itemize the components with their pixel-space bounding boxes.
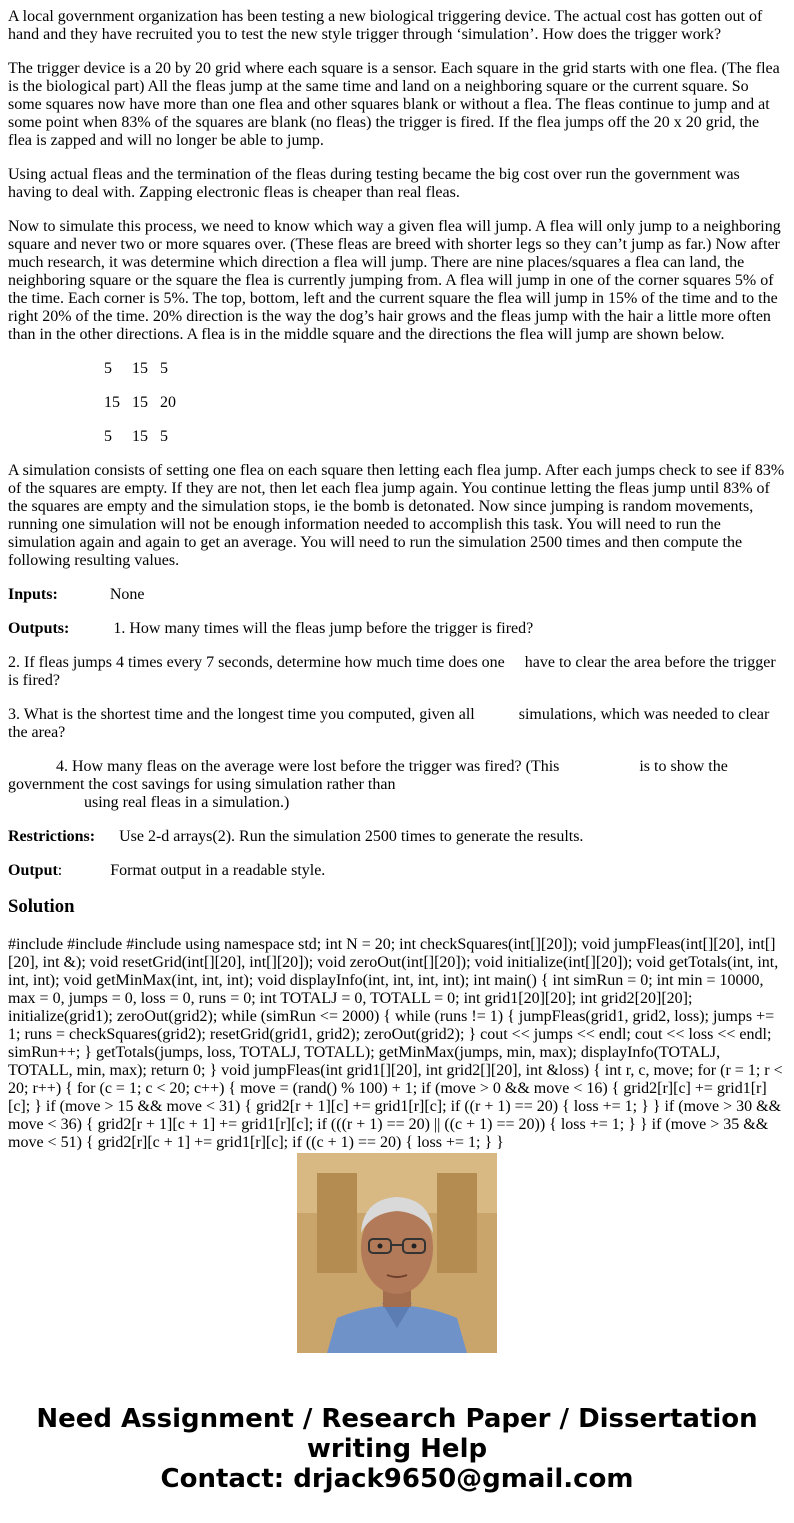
- intro-paragraph-1: A local government organization has been testing a new biological triggering device. The actual cost has gotten out of hand and they have recruited you to test the new style trigger through ‘simulation’. How does the trigger work?: [8, 8, 763, 43]
- footer-line-1: Need Assignment / Research Paper / Dissertation: [36, 1404, 758, 1434]
- intro-paragraph-2: The trigger device is a 20 by 20 grid where each square is a sensor. Each square in the grid starts with one flea. (The flea is the biological part) All the fleas jump at the same time and land on a neighboring square or the current square. So some squares now have more than one flea and other squares blank or without a flea. The fleas continue to jump and at some point when 83% of the squares are blank (no fleas) the trigger is fired. If the flea jumps off the 20 x 20 grid, the flea is zapped and will no longer be able to jump.: [8, 60, 780, 149]
- outputs-label: Outputs:: [8, 620, 70, 637]
- output-question-2: 2. If fleas jumps 4 times every 7 seconds, determine how much time does one have to clear the area before the trigger is fired?: [8, 654, 776, 689]
- output-question-3: 3. What is the shortest time and the longest time you computed, given all simulations, which was needed to clear the area?: [8, 706, 770, 741]
- restrictions-value: Use 2-d arrays(2). Run the simulation 2500 times to generate the results.: [119, 828, 584, 845]
- restrictions-label: Restrictions:: [8, 828, 96, 845]
- grid-cell: 5: [160, 428, 168, 445]
- grid-cell: 5: [104, 360, 112, 377]
- restrictions-line: [8, 828, 786, 846]
- jump-grid-row-3: [104, 428, 786, 446]
- footer-contact: Contact: drjack9650@gmail.com: [160, 1464, 634, 1494]
- outputs-line: [8, 620, 786, 638]
- output-question-4: 4. How many fleas on the average were lost before the trigger was fired? (This is to show the government the cost savings for using simulation rather than using real fleas in a simulation.): [8, 758, 728, 811]
- avatar: [297, 1153, 497, 1353]
- intro-paragraph-3: Using actual fleas and the termination of the fleas during testing became the big cost over run the government was having to deal with. Zapping electronic fleas is cheaper than real fleas.: [8, 166, 740, 201]
- footer-banner: [0, 1404, 794, 1494]
- footer-line-2: writing Help: [306, 1434, 488, 1464]
- simulation-paragraph: A simulation consists of setting one flea on each square then letting each flea jump. After each jumps check to see if 83% of the squares are empty. If they are not, then let each flea jump again. You continue letting the fleas jump until 83% of the squares are empty and the simulation stops, ie the bomb is detonated. Now since jumping is random movements, running one simulation will not be enough information needed to accomplish this task. You will need to run the simulation again and again to get an average. You will need to run the simulation 2500 times and then compute the following resulting values.: [8, 462, 785, 569]
- jump-grid-row-1: [104, 360, 786, 378]
- grid-cell: 20: [160, 394, 176, 411]
- output-format-value: Format output in a readable style.: [110, 862, 326, 879]
- profile-photo-avatar-icon: [297, 1153, 497, 1353]
- output-question-1: 1. How many times will the fleas jump before the trigger is fired?: [113, 620, 534, 637]
- jump-grid-row-2: [104, 394, 786, 412]
- intro-paragraph-4: Now to simulate this process, we need to know which way a given flea will jump. A flea will only jump to a neighboring square and never two or more squares over. (These fleas are breed with shorter legs so they can’t jump as far.) Now after much research, it was determine which direction a flea will jump. There are nine places/squares a flea can land, the neighboring square or the square the flea is currently jumping from. A flea will jump in one of the corner squares 5% of the time. Each corner is 5%. The top, bottom, left and the current square the flea will jump in 15% of the time and to the right 20% of the time. 20% direction is the way the dog’s hair grows and the fleas jump with the hair a little more often than in the other directions. A flea is in the middle square and the directions the flea will jump are shown below.: [8, 218, 781, 343]
- inputs-line: [8, 586, 786, 604]
- grid-cell: 15: [132, 360, 148, 377]
- inputs-label: Inputs:: [8, 586, 58, 603]
- grid-cell: 5: [104, 428, 112, 445]
- grid-cell: 5: [160, 360, 168, 377]
- inputs-value: None: [109, 586, 145, 603]
- grid-cell: 15: [132, 394, 148, 411]
- output-format-line: Output: Format output in a readable style.: [8, 862, 326, 879]
- solution-heading: Solution: [8, 896, 75, 917]
- grid-cell: 15: [132, 428, 148, 445]
- grid-cell: 15: [104, 394, 120, 411]
- output-format-label: Output: [8, 862, 58, 879]
- solution-code: #include #include #include using namespace std; int N = 20; int checkSquares(int[][20]); void jumpFleas(int[][20], int[][20], int &); void resetGrid(int[][20], int[][20]); void zeroOut(int[][20]); void initialize(int[][20]); void getTotals(int, int, int, int); void getMinMax(int, int, int); void displayInfo(int, int, int, int); int main() { int simRun = 0; int min = 10000, max = 0, jumps = 0, loss = 0, runs = 0; int TOTALJ = 0, TOTALL = 0; int grid1[20][20]; int grid2[20][20]; initialize(grid1); zeroOut(grid2); while (simRun <= 2000) { while (runs != 1) { jumpFleas(grid1, grid2, loss); jumps += 1; runs = checkSquares(grid2); resetGrid(grid1, grid2); zeroOut(grid2); } cout << jumps << endl; cout << loss << endl; simRun++; } getTotals(jumps, loss, TOTALJ, TOTALL); getMinMax(jumps, min, max); displayInfo(TOTALJ, TOTALL, min, max); return 0; } void jumpFleas(int grid1[][20], int grid2[][20], int &loss) { int r, c, move; for (r = 1; r < 20; r++) { for (c = 1; c < 20; c++) { move = (rand() % 100) + 1; if (move > 0 && move < 16) { grid2[r][c] += grid1[r][c]; } if (move > 15 && move < 31) { grid2[r + 1][c] += grid1[r][c]; if ((r + 1) == 20) { loss += 1; } } if (move > 30 && move < 36) { grid2[r + 1][c + 1] += grid1[r][c]; if (((r + 1) == 20) || ((c + 1) == 20)) { loss += 1; } } if (move > 35 && move < 51) { grid2[r][c + 1] += grid1[r][c]; if ((c + 1) == 20) { loss += 1; } }: [8, 936, 783, 1151]
